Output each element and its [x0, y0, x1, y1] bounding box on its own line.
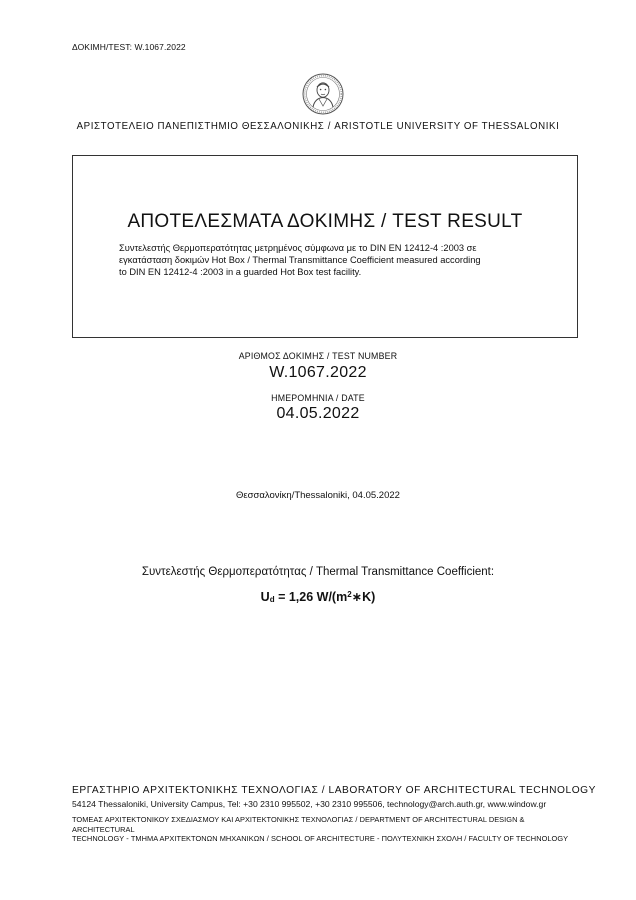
coefficient-value — [0, 589, 636, 604]
place-and-date: Θεσσαλονίκη/Thessaloniki, 04.05.2022 — [236, 490, 400, 501]
unit-tail: ∗K) — [351, 590, 376, 604]
coefficient-symbol: U — [260, 590, 270, 604]
test-result-title: ΑΠΟΤΕΛΕΣΜΑΤΑ ΔΟΚΙΜΗΣ / TEST RESULT — [127, 211, 523, 232]
coefficient-symbol-subscript: d — [269, 595, 275, 604]
test-result-description — [119, 242, 549, 278]
department-line-1: ΤΟΜΕΑΣ ΑΡΧΙΤΕΚΤΟΝΙΚΟΥ ΣΧΕΔΙΑΣΜΟΥ ΚΑΙ ΑΡΧΙΤΕΚΤΟΝΙΚΗΣ ΤΕΧΝΟΛΟΓΙΑΣ / DEPARTMENT OF ARCHITECTURAL DESIGN & ARCHITECTURAL — [72, 815, 525, 834]
laboratory-address: 54124 Thessaloniki, University Campus, Tel: +30 2310 995502, +30 2310 995506, technology@arch.auth.gr, www.window.gr — [72, 799, 547, 809]
coefficient-number: = 1,26 W/(m — [274, 590, 348, 604]
coefficient-label: Συντελεστής Θερμοπερατότητας / Thermal Transmittance Coefficient: — [141, 566, 495, 578]
test-number-label: ΑΡΙΘΜΟΣ ΔΟΚΙΜΗΣ / TEST NUMBER — [238, 351, 398, 361]
date-label: ΗΜΕΡΟΜΗΝΙΑ / DATE — [271, 393, 365, 403]
test-number-value: W.1067.2022 — [269, 364, 367, 381]
date-value: 04.05.2022 — [276, 405, 360, 422]
description-line-1: Συντελεστής Θερμοπερατότητας μετρημένος σύμφωνα με το DIN EN 12412-4 :2003 σε — [119, 243, 477, 253]
laboratory-name: ΕΡΓΑΣΤΗΡΙΟ ΑΡΧΙΤΕΚΤΟΝΙΚΗΣ ΤΕΧΝΟΛΟΓΙΑΣ / LABORATORY OF ARCHITECTURAL TECHNOLOGY — [72, 785, 597, 796]
header-test-id: ΔΟΚΙΜΗ/TEST: W.1067.2022 — [72, 42, 186, 52]
department-info — [72, 815, 582, 844]
unit-superscript: 2 — [347, 590, 352, 599]
description-line-3: to DIN EN 12412-4 :2003 in a guarded Hot Box test facility. — [119, 267, 362, 277]
description-line-2: εγκατάσταση δοκιμών Hot Box / Thermal Transmittance Coefficient measured according — [119, 255, 481, 265]
department-line-2: TECHNOLOGY - ΤΜΗΜΑ ΑΡΧΙΤΕΚΤΟΝΩΝ ΜΗΧΑΝΙΚΩΝ / SCHOOL OF ARCHITECTURE - ΠΟΛΥΤΕΧΝΙΚΗ ΣΧΟΛΗ / FACULTY OF TECHNOLOGY — [72, 834, 569, 843]
university-seal-icon — [302, 73, 344, 115]
university-name: ΑΡΙΣΤΟΤΕΛΕΙΟ ΠΑΝΕΠΙΣΤΗΜΙΟ ΘΕΣΣΑΛΟΝΙΚΗΣ / ARISTOTLE UNIVERSITY OF THESSALONIKI — [76, 121, 560, 132]
test-result-box — [72, 155, 578, 338]
